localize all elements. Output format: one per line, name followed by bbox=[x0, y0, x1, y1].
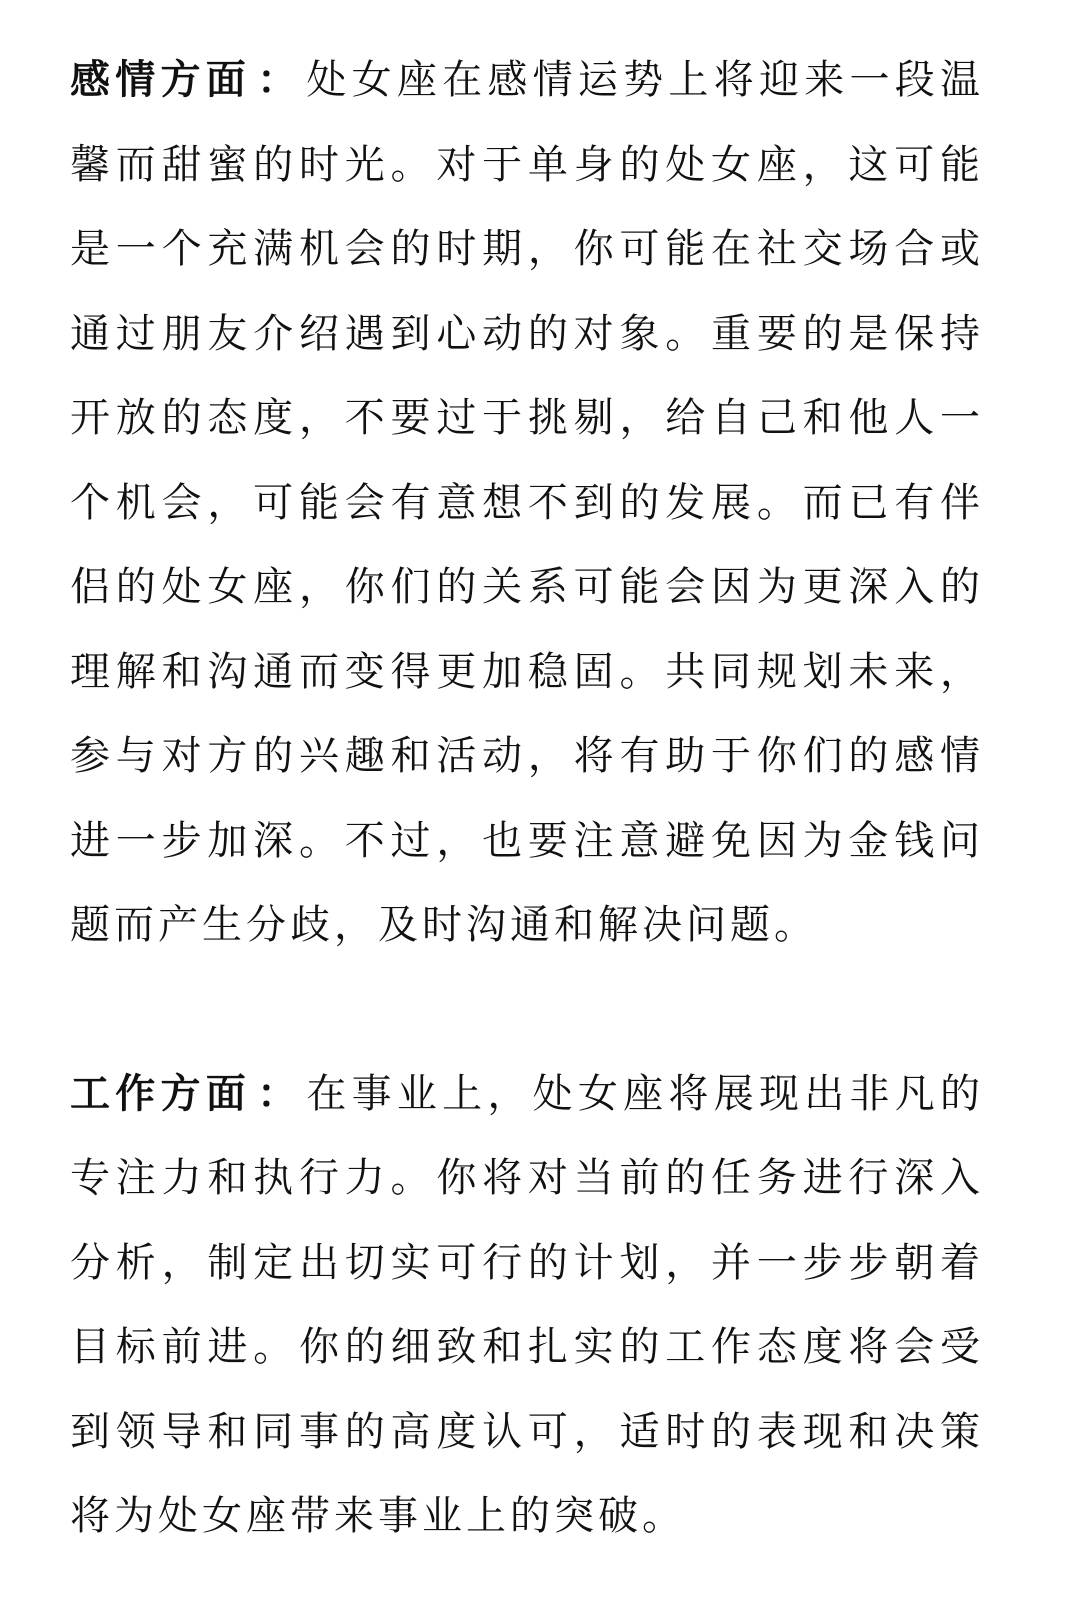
work-body: 在事业上，处女座将展现出非凡的专注力和执行力。你将对当前的任务进行深入分析，制定出切实可行的计划，并一步步朝着目标前进。你的细致和扎实的工作态度将会受到领导和同事的高度认可，适时的表现和决策将为处女座带来事业上的突破。 bbox=[70, 1070, 985, 1539]
love-section bbox=[70, 38, 984, 968]
work-heading: 工作方面 bbox=[70, 1070, 252, 1117]
work-heading-separator: ： bbox=[257, 1070, 303, 1117]
love-body: 处女座在感情运势上将迎来一段温馨而甜蜜的时光。对于单身的处女座，这可能是一个充满机会的时期，你可能在社交场合或通过朋友介绍遇到心动的对象。重要的是保持开放的态度，不要过于挑剔，给自己和他人一个机会，可能会有意想不到的发展。而已有伴侣的处女座，你们的关系可能会因为更深入的理解和沟通而变得更加稳固。共同规划未来，参与对方的兴趣和活动，将有助于你们的感情进一步加深。不过，也要注意避免因为金钱问题而产生分歧，及时沟通和解决问题。 bbox=[70, 57, 985, 948]
love-heading: 感情方面 bbox=[70, 57, 252, 103]
horoscope-article bbox=[70, 38, 984, 1559]
love-heading-separator: ： bbox=[257, 57, 303, 103]
work-section bbox=[70, 1052, 984, 1559]
